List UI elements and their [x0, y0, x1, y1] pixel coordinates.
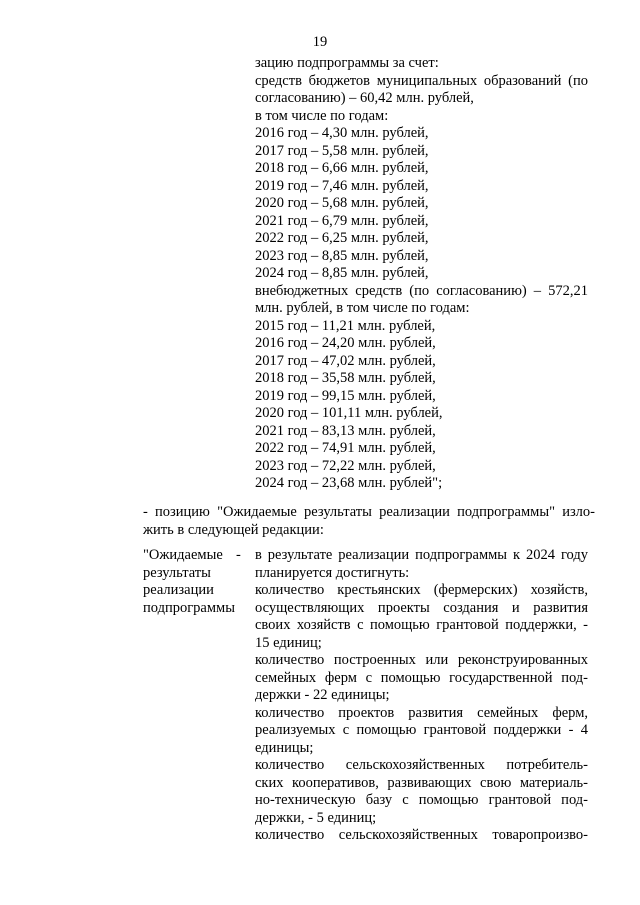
results-line: своих хозяйств с помощью грантовой поддержки, -	[255, 617, 588, 633]
results-line: количество проектов развития семейных ферм,	[255, 704, 588, 721]
amendment-intro	[143, 504, 595, 522]
funding-line: в том числе по годам:	[255, 107, 389, 124]
funding-line: млн. рублей, в том числе по годам:	[255, 300, 470, 316]
funding-line: 2022 год – 74,91 млн. рублей,	[255, 440, 436, 456]
results-line: реализуемых с помощью грантовой поддержки - 4	[255, 722, 588, 738]
results-line: 15 единиц;	[255, 634, 322, 651]
amendment-line: - позицию "Ожидаемые результаты реализации подпрограммы" изло-	[143, 504, 595, 520]
funding-line: внебюджетных средств (по согласованию) – 572,21	[255, 282, 588, 299]
funding-sources-block	[255, 55, 595, 493]
position-label-line: результаты	[143, 564, 211, 581]
expected-results-block	[255, 547, 588, 845]
funding-line: 2020 год – 5,68 млн. рублей,	[255, 195, 429, 211]
results-line: количество крестьянских (фермерских) хозяйств,	[255, 582, 588, 598]
results-line: осуществляющих проекты создания и развития	[255, 599, 588, 616]
results-line: но-техническую базу с помощью грантовой под-	[255, 792, 588, 808]
position-label	[143, 547, 233, 617]
funding-line: 2018 год – 35,58 млн. рублей,	[255, 370, 436, 386]
funding-line: 2017 год – 5,58 млн. рублей,	[255, 142, 429, 159]
funding-line: 2024 год – 8,85 млн. рублей,	[255, 265, 429, 281]
funding-line: 2016 год – 4,30 млн. рублей,	[255, 125, 429, 141]
funding-line: 2015 год – 11,21 млн. рублей,	[255, 317, 436, 334]
amendment-line: жить в следующей редакции:	[143, 522, 324, 538]
results-line: держки, - 5 единиц;	[255, 809, 377, 826]
funding-line: 2018 год – 6,66 млн. рублей,	[255, 160, 429, 176]
position-label-line: подпрограммы	[143, 599, 235, 616]
page-number: 19	[312, 34, 328, 50]
funding-line: средств бюджетов муниципальных образований (по	[255, 72, 588, 89]
results-line: в результате реализации подпрограммы к 2024 году	[255, 547, 588, 563]
funding-line: 2022 год – 6,25 млн. рублей,	[255, 230, 429, 246]
funding-line: 2020 год – 101,11 млн. рублей,	[255, 405, 443, 421]
funding-line: 2023 год – 8,85 млн. рублей,	[255, 247, 429, 264]
funding-line: зацию подпрограммы за счет:	[255, 55, 439, 71]
position-dash: -	[236, 547, 241, 563]
funding-line: 2021 год – 83,13 млн. рублей,	[255, 422, 436, 439]
funding-line: 2016 год – 24,20 млн. рублей,	[255, 335, 436, 351]
results-line: семейных ферм с помощью государственной под-	[255, 669, 588, 686]
funding-line: 2021 год – 6,79 млн. рублей,	[255, 212, 429, 229]
funding-line: 2017 год – 47,02 млн. рублей,	[255, 352, 436, 369]
funding-line: 2019 год – 7,46 млн. рублей,	[255, 177, 429, 194]
funding-line: 2023 год – 72,22 млн. рублей,	[255, 457, 436, 474]
results-line: ских кооперативов, развивающих свою материаль-	[255, 774, 588, 791]
funding-line: 2019 год – 99,15 млн. рублей,	[255, 387, 436, 404]
amendment-intro-continuation	[143, 522, 595, 540]
position-label-line: "Ожидаемые	[143, 547, 223, 563]
results-line: планируется достигнуть:	[255, 564, 410, 581]
results-line: держки - 22 единицы;	[255, 687, 390, 703]
results-line: количество сельскохозяйственных потребитель-	[255, 757, 588, 773]
position-label-line: реализации	[143, 582, 214, 598]
results-line: количество сельскохозяйственных товаропроизво-	[255, 827, 588, 843]
funding-line: 2024 год – 23,68 млн. рублей";	[255, 475, 443, 491]
funding-line: согласованию) – 60,42 млн. рублей,	[255, 90, 474, 106]
results-line: единицы;	[255, 739, 314, 756]
results-line: количество построенных или реконструированных	[255, 652, 588, 668]
